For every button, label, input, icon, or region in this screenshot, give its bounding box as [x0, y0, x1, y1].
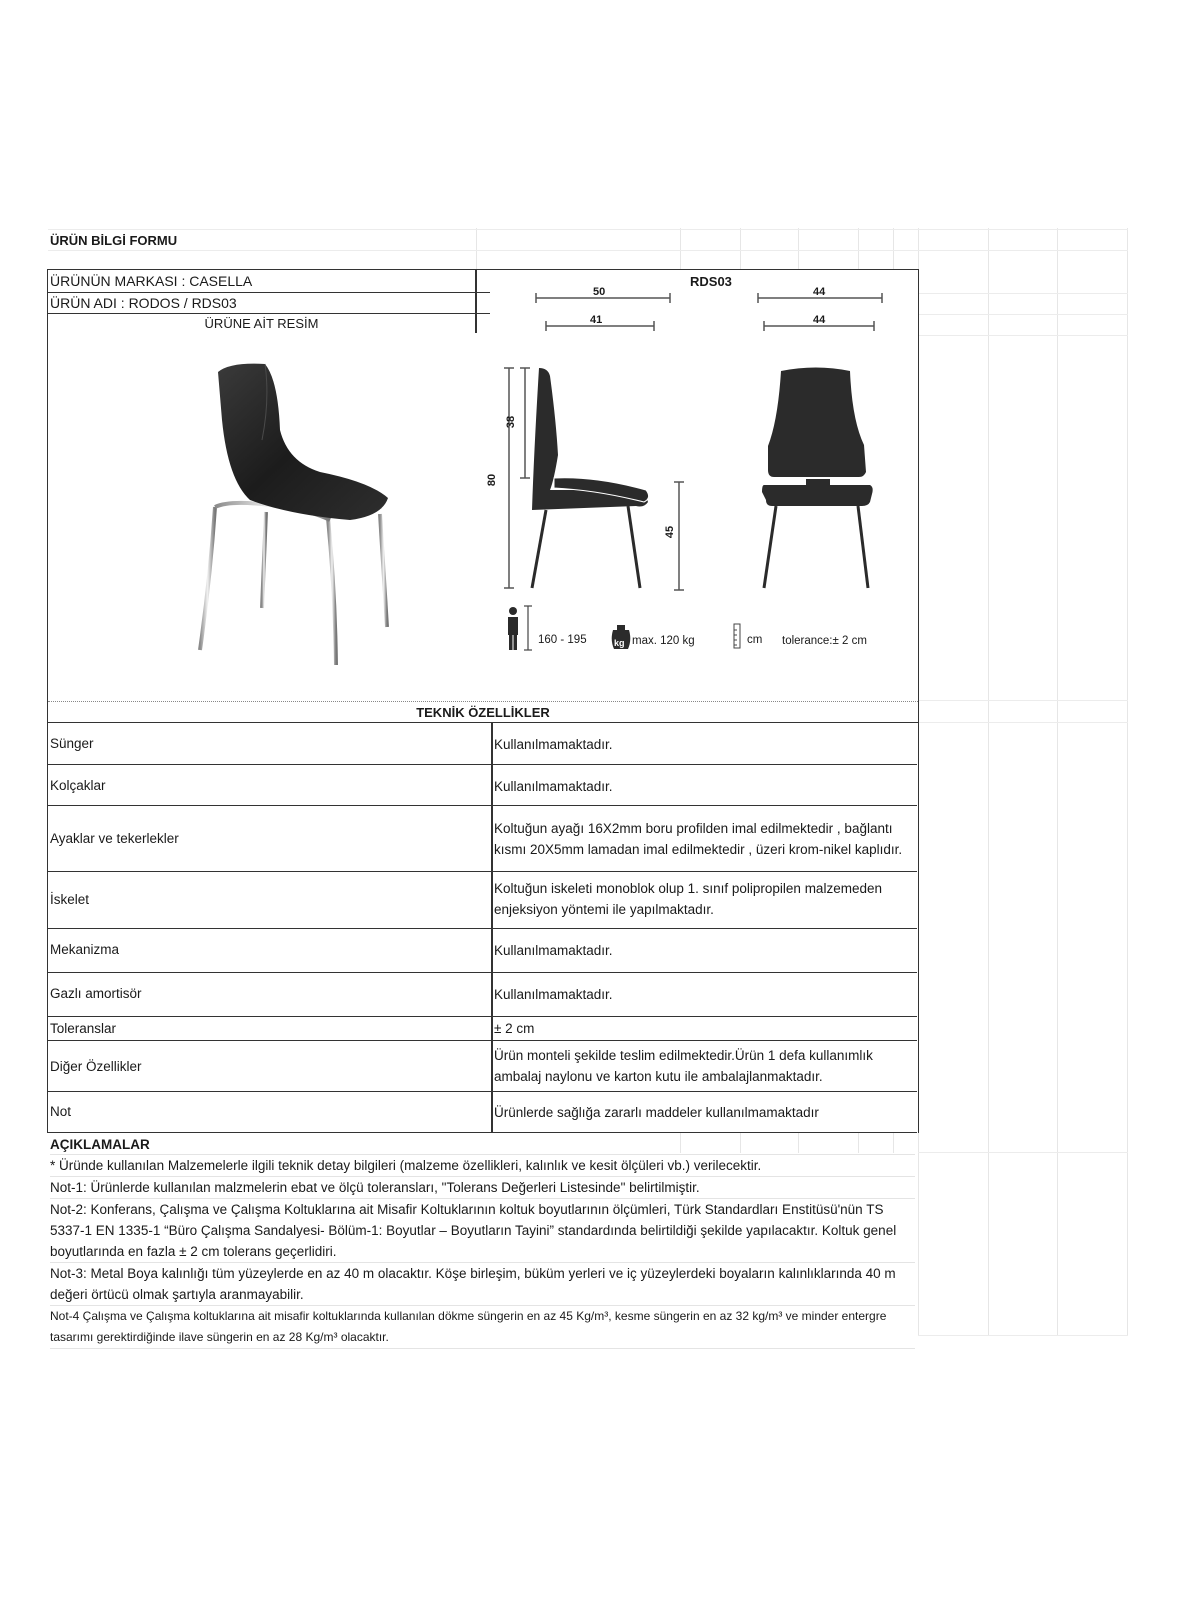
note-block [50, 1199, 915, 1263]
grid-line [918, 335, 1128, 336]
brand-text: ÜRÜNÜN MARKASI : CASELLA [50, 273, 253, 289]
column-divider [491, 1017, 493, 1040]
grid-line [858, 228, 859, 270]
person-icon [508, 607, 518, 650]
model-code: RDS03 [690, 274, 732, 289]
brand-row [48, 270, 490, 293]
ruler-icon [734, 624, 740, 648]
grid-line [740, 228, 741, 270]
grid-line [48, 250, 1128, 251]
weight-badge: kg [614, 638, 625, 648]
grid-line [988, 228, 989, 1336]
grid-line [918, 293, 1128, 294]
dim-seat-height: 45 [664, 525, 677, 539]
spec-label: Sünger [50, 736, 94, 751]
spec-label: Mekanizma [50, 942, 120, 957]
product-name-row [48, 293, 490, 314]
spec-value-line: Koltuğun iskeleti monoblok olup 1. sınıf polipropilen malzemeden [494, 881, 882, 896]
spec-value-line: ambalaj naylonu ve karton kutu ile ambalajlanmaktadır. [494, 1069, 823, 1084]
column-divider [491, 973, 493, 1016]
note-line: Not-1: Ürünlerde kullanılan malzmelerin ebat ve ölçü toleransları, "Tolerans Değerleri Listesinde" belirtilmiştir. [50, 1177, 915, 1199]
spec-value: Kullanılmamaktadır. [494, 779, 613, 794]
specs-header: TEKNİK ÖZELLİKLER [47, 702, 919, 723]
spec-value-line: enjeksiyon yöntemi ile yapılmaktadır. [494, 902, 714, 917]
column-divider [491, 723, 493, 764]
spec-row [48, 806, 917, 872]
grid-line [918, 722, 1128, 723]
note-block [50, 1263, 915, 1306]
spec-value [494, 818, 902, 860]
unit-label: cm [747, 634, 763, 646]
spec-value [494, 878, 882, 920]
spec-row [48, 1017, 917, 1041]
spec-value-line: Ürün monteli şekilde teslim edilmektedir.Ürün 1 defa kullanımlık [494, 1048, 873, 1063]
note-line: Not-2: Konferans, Çalışma ve Çalışma Koltuklarına ait Misafir Koltuklarının koltuk boyutlarının ölçümleri, Türk Standardları Enstitüsü'nün TS [50, 1202, 884, 1217]
product-name-text: ÜRÜN ADI : RODOS / RDS03 [50, 295, 237, 311]
spec-value: Ürünlerde sağlığa zararlı maddeler kullanılmamaktadır [494, 1105, 819, 1120]
grid-line [798, 228, 799, 270]
dim-side-top-width: 50 [593, 286, 606, 298]
column-divider [491, 765, 493, 805]
spec-row [48, 1041, 917, 1092]
dim-total-height: 80 [486, 473, 499, 487]
specs-table [47, 723, 919, 1133]
grid-line [1127, 228, 1128, 1336]
spec-row [48, 765, 917, 806]
front-view-chair [762, 368, 873, 507]
note-line: tasarımı gerektirdiğinde ilave süngerin en az 28 Kg/m³ olacaktır. [50, 1330, 389, 1344]
note-line: * Üründe kullanılan Malzemelerle ilgili teknik detay bilgileri (malzeme özellikleri, kalınlık ve kesit ölçüleri vb.) verilecektir. [50, 1155, 915, 1177]
note-line: Not-4 Çalışma ve Çalışma koltuklarına ait misafir koltuklarında kullanılan dökme süngerin en az 45 Kg/m³, kesme süngerin en az 32 kg/m³ ve minder entergre [50, 1309, 887, 1323]
dim-back-height: 38 [505, 415, 518, 429]
column-divider [491, 929, 493, 972]
grid-line [680, 228, 681, 270]
column-divider [491, 1092, 493, 1132]
column-divider [491, 872, 493, 928]
side-view-chair [532, 368, 649, 510]
spec-value: Kullanılmamaktadır. [494, 987, 613, 1002]
dim-front-top-width: 44 [813, 286, 826, 298]
grid-line [476, 228, 477, 270]
spec-row [48, 1092, 917, 1133]
note-line: değeri örtücü olmak şartıyla aranmayabilir. [50, 1287, 304, 1302]
spec-label: Ayaklar ve tekerlekler [50, 831, 179, 846]
note-block [50, 1306, 915, 1349]
note-line: boyutlarında en fazla ± 2 cm tolerans geçerlidiri. [50, 1244, 337, 1259]
grid-line [918, 1152, 1128, 1153]
spec-value: ± 2 cm [494, 1021, 535, 1036]
spec-value [494, 1045, 873, 1087]
grid-line [918, 314, 1128, 315]
grid-line [48, 229, 1128, 230]
spec-label: Kolçaklar [50, 778, 106, 793]
spec-label: Not [50, 1104, 72, 1119]
user-height-range: 160 - 195 [538, 634, 587, 646]
note-line: Not-3: Metal Boya kalınlığı tüm yüzeylerde en az 40 m olacaktır. Köşe birleşim, büküm yerleri ve iç yüzeylerdeki boyaların kalınlıklarında 40 m [50, 1266, 896, 1281]
notes-section [50, 1135, 915, 1349]
spec-row [48, 723, 917, 765]
grid-line [893, 228, 894, 270]
spec-row [48, 872, 917, 929]
notes-header: AÇIKLAMALAR [50, 1135, 915, 1155]
grid-line [918, 1335, 1128, 1336]
spec-label: Gazlı amortisör [50, 986, 142, 1001]
spec-label: Diğer Özellikler [50, 1059, 142, 1074]
column-divider [491, 806, 493, 871]
spec-value-line: Koltuğun ayağı 16X2mm boru profilden imal edilmektedir , bağlantı [494, 821, 893, 836]
image-caption: ÜRÜNE AİT RESİM [204, 316, 319, 331]
product-photo [170, 350, 400, 670]
tolerance-label: tolerance:± 2 cm [782, 635, 867, 647]
grid-line [1057, 228, 1058, 1336]
form-title: ÜRÜN BİLGİ FORMU [50, 233, 178, 248]
spec-label: Toleranslar [50, 1021, 117, 1036]
spec-row [48, 973, 917, 1017]
note-line: 5337-1 EN 1335-1 “Büro Çalışma Sandalyesi- Bölüm-1: Boyutlar – Boyutların Tayini” standardında belirtildiği şekilde yapılacaktır. Koltuk genel [50, 1223, 897, 1238]
spec-row [48, 929, 917, 973]
spec-value-line: kısmı 20X5mm lamadan imal edilmektedir , üzeri krom-nikel kaplıdır. [494, 842, 903, 857]
grid-line [918, 700, 1128, 701]
column-divider [491, 1041, 493, 1091]
spec-value: Kullanılmamaktadır. [494, 737, 613, 752]
spec-label: İskelet [50, 892, 90, 907]
max-weight: max. 120 kg [632, 635, 695, 647]
dim-side-seat-width: 41 [590, 314, 603, 326]
dim-front-seat-width: 44 [813, 314, 826, 326]
spec-value: Kullanılmamaktadır. [494, 943, 613, 958]
